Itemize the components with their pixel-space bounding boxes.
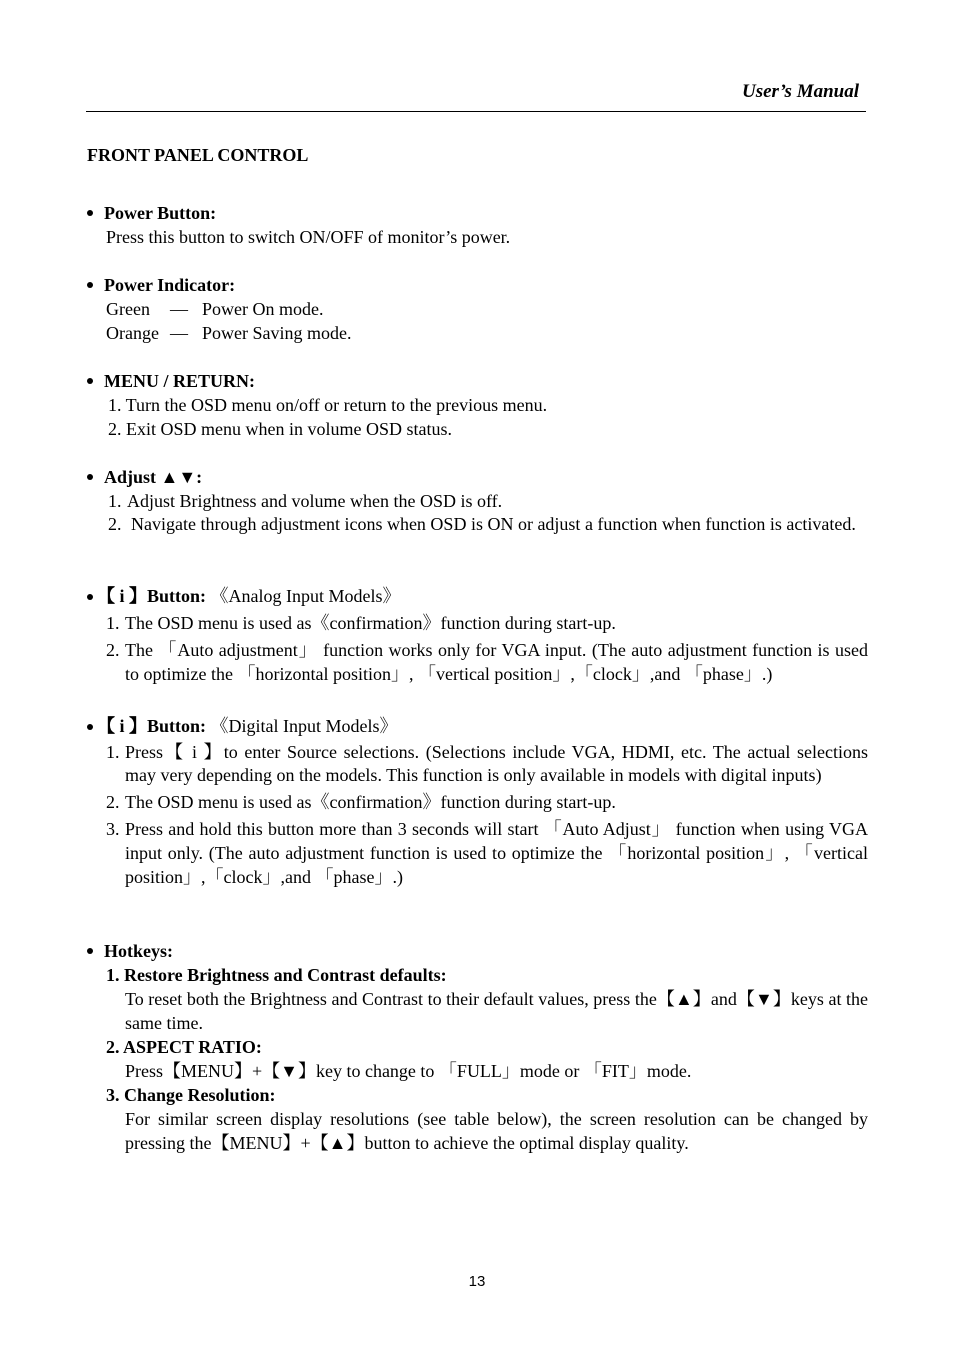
hotkey-2-heading: 2. ASPECT RATIO: [106, 1037, 262, 1057]
hotkey-3-heading: 3. Change Resolution: [106, 1085, 276, 1105]
running-header: User’s Manual [741, 81, 859, 102]
i-digital-item-1: 1. Press【 i 】to enter Source selections. (Selections include VGA, HDMI, etc. The actual selections may very depending on the models. This function is only available in models with digital inputs) [106, 742, 868, 785]
header-rule [86, 111, 866, 112]
bullet-icon [87, 474, 93, 480]
i-button-digital-heading: 【 i 】Button: 《Digital Input Models》 [87, 714, 868, 738]
bullet-icon [87, 948, 93, 954]
adjust-item-2: 2. Navigate through adjustment icons when OSD is ON or adjust a function when function is activated. [108, 514, 856, 534]
menu-return-heading: MENU / RETURN: [87, 369, 868, 393]
hotkeys-section [87, 939, 868, 1155]
hotkey-1-description: To reset both the Brightness and Contrast to their default values, press the【▲】and【▼】keys at the same time. [125, 989, 868, 1033]
i-analog-item-2: 2. The 「Auto adjustment」 function works only for VGA input. (The auto adjustment function is used to optimize the 「horizontal position」, 「vertical position」,「clock」,and 「phase」.) [106, 640, 868, 684]
adjust-section [87, 465, 868, 536]
adjust-heading: Adjust ▲▼: [87, 465, 868, 489]
page-number: 13 [468, 1273, 486, 1290]
i-button-analog-section [87, 584, 868, 686]
section-title: FRONT PANEL CONTROL [87, 145, 309, 165]
bullet-icon [87, 594, 93, 600]
power-button-description: Press this button to switch ON/OFF of monitor’s power. [106, 227, 511, 247]
bullet-icon [87, 210, 93, 216]
bullet-icon [87, 378, 93, 384]
bullet-icon [87, 724, 93, 730]
power-indicator-heading: Power Indicator: [87, 273, 868, 297]
hotkey-3-description: For similar screen display resolutions (see table below), the screen resolution can be changed by pressing the【MENU】+【▲】button to achieve the optimal display quality. [125, 1109, 868, 1153]
hotkey-1-heading: 1. Restore Brightness and Contrast defaults: [106, 965, 447, 985]
adjust-item-1: 1. Adjust Brightness and volume when the OSD is off. [108, 491, 503, 511]
menu-return-section [87, 369, 868, 441]
i-button-analog-heading: 【 i 】Button: 《Analog Input Models》 [87, 584, 868, 608]
hotkeys-heading: Hotkeys: [87, 939, 868, 963]
i-digital-item-3: 3. Press and hold this button more than 3 seconds will start 「Auto Adjust」 function when using VGA input only. (The auto adjustment function is used to optimize the 「horizontal position」, 「vertical position」,「clock」,and 「phase」.) [106, 819, 868, 887]
i-digital-item-2: 2. The OSD menu is used as《confirmation》function during start-up. [106, 792, 616, 812]
i-button-digital-section [87, 714, 868, 889]
power-button-heading: Power Button: [87, 201, 868, 225]
i-analog-item-1: 1. The OSD menu is used as《confirmation》function during start-up. [106, 613, 616, 633]
power-indicator-section [87, 273, 868, 345]
power-button-section [87, 201, 868, 249]
menu-return-item-1: 1. Turn the OSD menu on/off or return to the previous menu. [108, 395, 548, 415]
bullet-icon [87, 282, 93, 288]
hotkey-2-description: Press【MENU】+【▼】key to change to 「FULL」mode or 「FIT」mode. [125, 1061, 692, 1081]
indicator-row-orange: Orange — Power Saving mode. [106, 323, 352, 343]
indicator-row-green: Green — Power On mode. [106, 299, 324, 319]
menu-return-item-2: 2. Exit OSD menu when in volume OSD status. [108, 419, 452, 439]
